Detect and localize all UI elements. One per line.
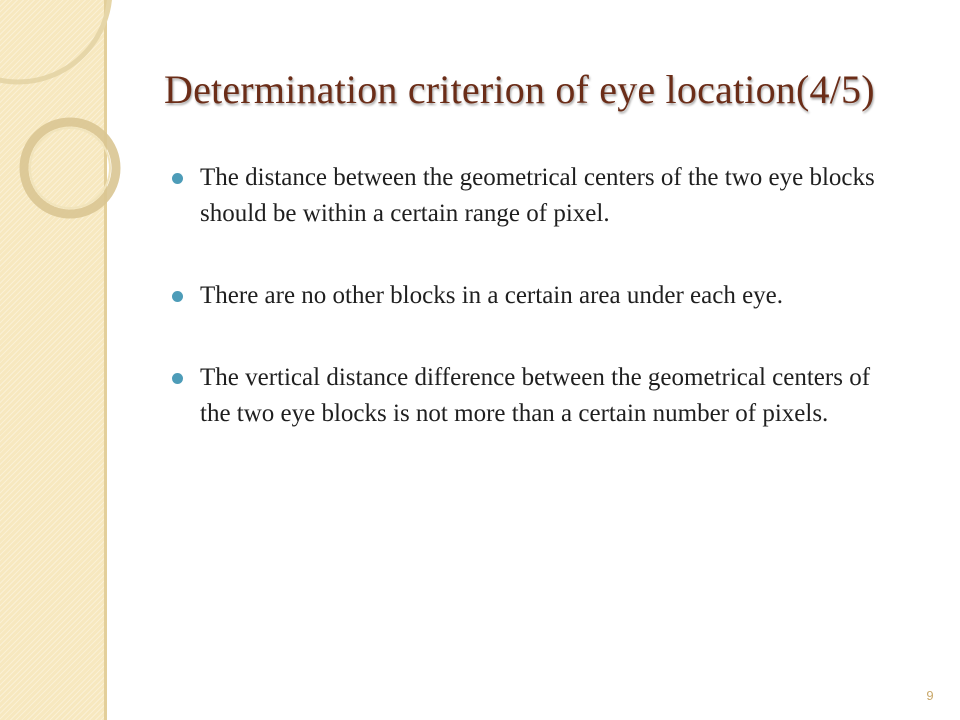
- slide-title: Determination criterion of eye location(4/5): [164, 67, 875, 112]
- decorative-rings: [0, 0, 180, 260]
- decorative-ring-inner: [30, 128, 110, 208]
- decorative-ring-large: [0, 0, 110, 82]
- bullet-text: The distance between the geometrical centers of the two eye blocks should be within a certain range of pixel.: [200, 164, 875, 227]
- bullet-dot-icon: [172, 291, 183, 302]
- bullet-list: [164, 160, 904, 478]
- bullet-text: There are no other blocks in a certain area under each eye.: [200, 282, 784, 309]
- bullet-item: [164, 160, 904, 232]
- bullet-item: [164, 360, 904, 432]
- slide-number: 9: [926, 688, 934, 703]
- decorative-ring-small: [24, 122, 116, 214]
- bullet-text: The vertical distance difference between the geometrical centers of the two eye blocks is not more than a certain number of pixels.: [200, 364, 871, 427]
- bullet-item: [164, 278, 904, 314]
- bullet-dot-icon: [172, 373, 183, 384]
- bullet-dot-icon: [172, 173, 183, 184]
